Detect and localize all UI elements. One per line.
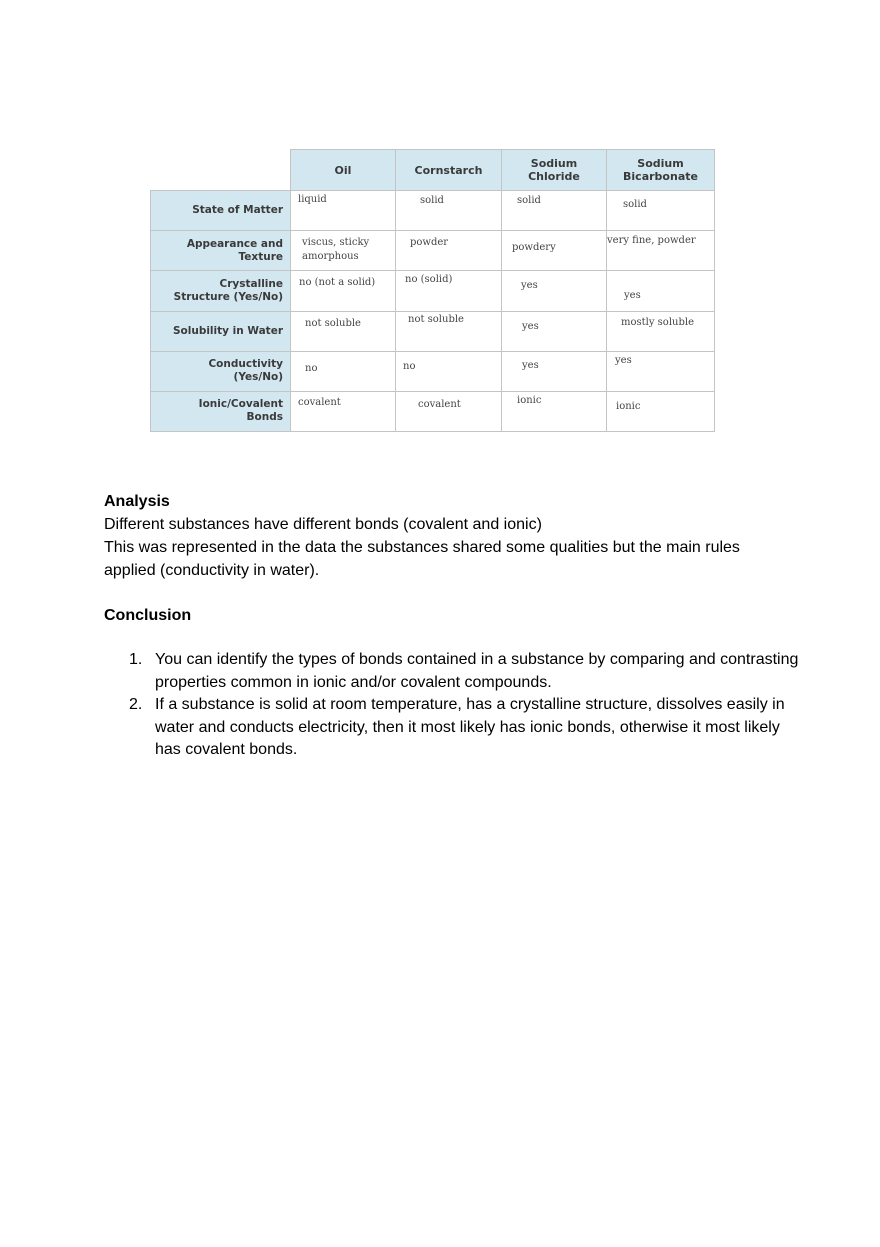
cell-value: solid: [623, 199, 647, 211]
table-cell: [291, 191, 396, 231]
list-item: [104, 694, 804, 762]
cell-value: mostly soluble: [621, 316, 694, 328]
table-cell: [502, 231, 607, 271]
table-cell: [291, 231, 396, 271]
table-row: [151, 311, 715, 351]
table-cell: [396, 191, 502, 231]
row-header-ionic-covalent-bonds: Ionic/Covalent Bonds: [151, 391, 291, 431]
table-cell: [607, 351, 715, 391]
cell-value: no: [305, 362, 318, 374]
list-item-text: You can identify the types of bonds contained in a substance by comparing and contrasting properties common in ionic and/or covalent compounds.: [155, 651, 799, 691]
table-cell: [291, 271, 396, 311]
table-cell: [291, 351, 396, 391]
cell-value: solid: [420, 195, 444, 207]
table-corner-cell: [151, 150, 291, 191]
table-cell: [396, 271, 502, 311]
table-cell: [396, 351, 502, 391]
cell-value: yes: [522, 359, 539, 371]
table-cell: [502, 351, 607, 391]
row-header-crystalline-structure: Crystalline Structure (Yes/No): [151, 271, 291, 311]
column-header-cornstarch: Cornstarch: [396, 150, 502, 191]
table-cell: [607, 191, 715, 231]
cell-value: ionic: [517, 394, 542, 406]
cell-value: covalent: [298, 396, 341, 408]
row-header-state-of-matter: State of Matter: [151, 191, 291, 231]
column-header-oil: Oil: [291, 150, 396, 191]
cell-value: not soluble: [305, 317, 361, 329]
table-cell: [396, 311, 502, 351]
table-cell: [502, 311, 607, 351]
table-row: [151, 191, 715, 231]
table-cell: [291, 311, 396, 351]
cell-value: ionic: [616, 400, 641, 412]
table-cell: [502, 391, 607, 431]
table-cell: [291, 391, 396, 431]
list-item-number: 2.: [129, 696, 143, 713]
cell-value: no (not a solid): [299, 277, 376, 289]
table-row: [151, 231, 715, 271]
table-row: [151, 391, 715, 431]
table-cell: [502, 271, 607, 311]
list-item: [104, 649, 804, 694]
cell-value: liquid: [298, 194, 327, 206]
table-cell: [607, 391, 715, 431]
row-header-solubility-in-water: Solubility in Water: [151, 311, 291, 351]
column-header-sodium-chloride: Sodium Chloride: [502, 150, 607, 191]
list-item-text: If a substance is solid at room temperature, has a crystalline structure, dissolves easily in water and conducts electricity, then it most likely has ionic bonds, otherwise it most likely has covalent bonds.: [155, 696, 785, 758]
cell-value: powdery: [512, 242, 556, 254]
cell-value: yes: [615, 354, 632, 366]
list-item-number: 1.: [129, 651, 143, 668]
cell-value: yes: [521, 280, 538, 292]
cell-value: solid: [517, 195, 541, 207]
table-row: [151, 351, 715, 391]
analysis-heading: Analysis: [104, 493, 170, 510]
properties-table-image: [150, 149, 714, 432]
cell-value: not soluble: [408, 313, 464, 325]
cell-value: no (solid): [405, 274, 453, 286]
table-row: [151, 271, 715, 311]
table-cell: [396, 231, 502, 271]
table-cell: [607, 231, 715, 271]
cell-value: yes: [522, 320, 539, 332]
table-cell: [396, 391, 502, 431]
cell-value: covalent: [418, 398, 461, 410]
row-header-appearance-and-texture: Appearance and Texture: [151, 231, 291, 271]
analysis-line-1: Different substances have different bonds (covalent and ionic): [104, 516, 542, 533]
cell-value: no: [403, 360, 416, 372]
table-cell: [607, 271, 715, 311]
properties-table: [150, 149, 715, 432]
conclusion-heading: Conclusion: [104, 607, 192, 624]
cell-value: yes: [624, 290, 641, 302]
cell-value: powder: [410, 237, 449, 249]
table-cell: [502, 191, 607, 231]
table-cell: [607, 311, 715, 351]
column-header-sodium-bicarbonate: Sodium Bicarbonate: [607, 150, 715, 191]
analysis-line-2: This was represented in the data the substances shared some qualities but the main rules applied (conductivity in water).: [104, 539, 740, 579]
cell-value: very fine, powder: [607, 235, 696, 247]
row-header-conductivity: Conductivity (Yes/No): [151, 351, 291, 391]
conclusion-list: [104, 649, 804, 762]
cell-value: viscus, sticky amorphous: [302, 237, 370, 263]
table-header-row: [151, 150, 715, 191]
